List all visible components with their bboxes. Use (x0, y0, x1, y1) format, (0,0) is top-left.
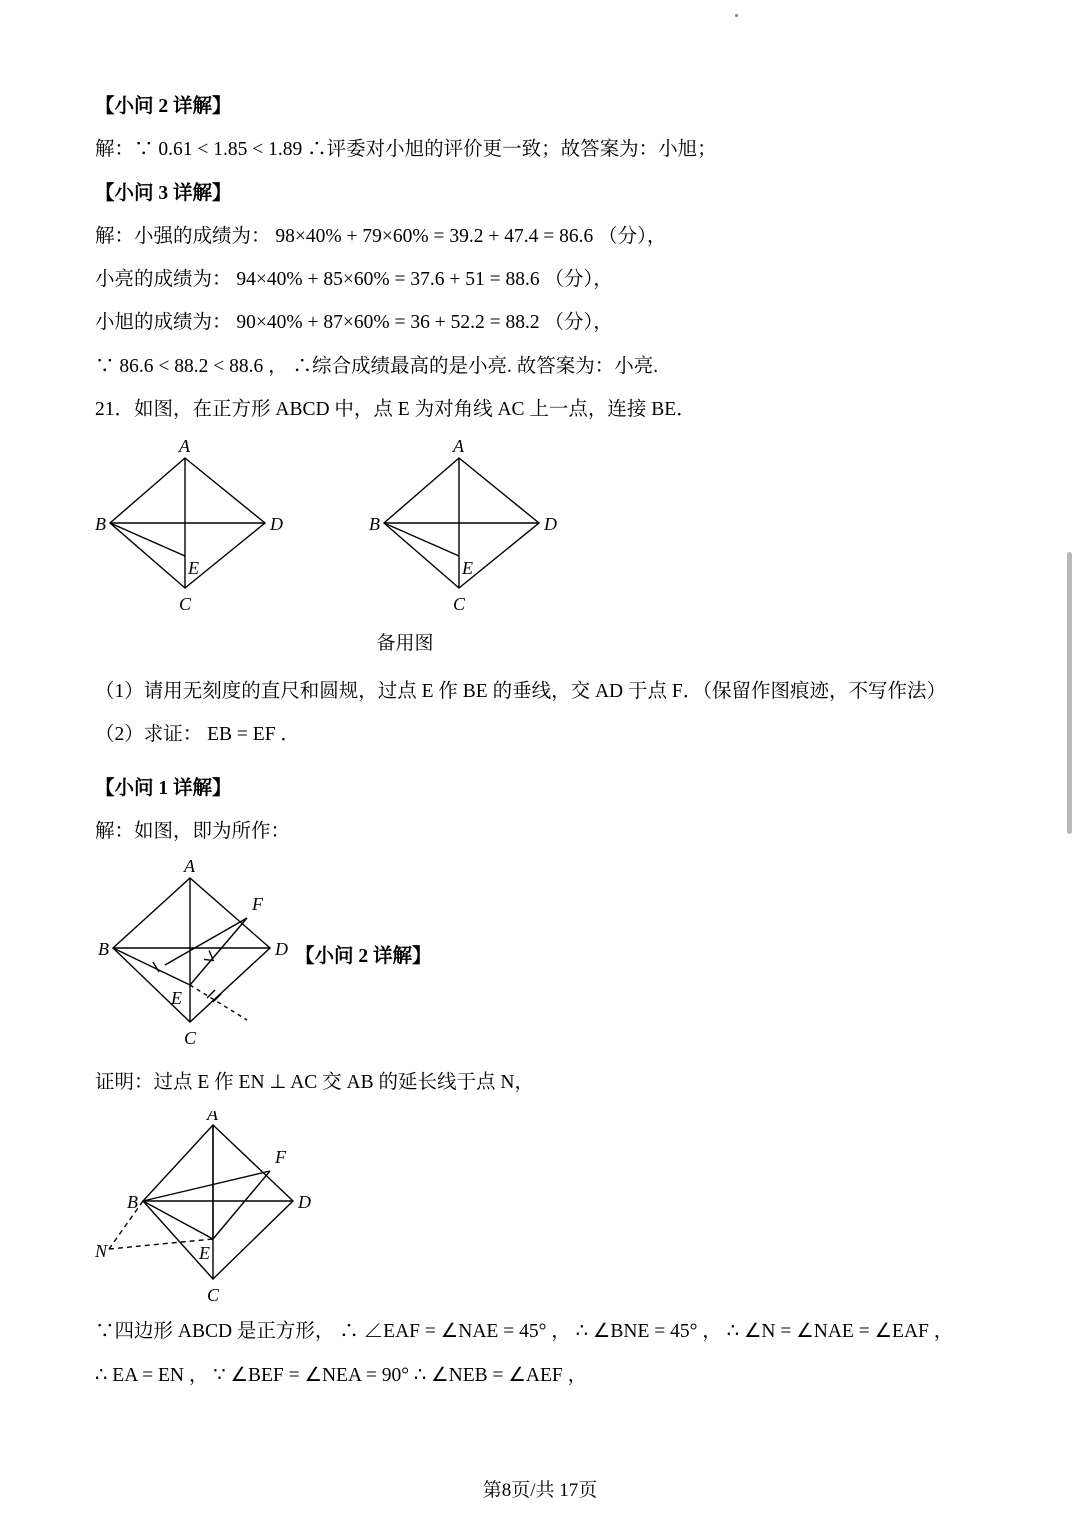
figure-squares-pair (95, 438, 985, 628)
svg-text:D: D (275, 939, 288, 959)
solution-line-6: 解：如图，即为所作： (95, 820, 291, 842)
solution-line-7: 证明：过点 E 作 EN ⊥ AC 交 AB 的延长线于点 N， (95, 1072, 534, 1093)
svg-text:A: A (179, 438, 190, 456)
svg-text:B: B (95, 514, 106, 534)
svg-text:D: D (298, 1192, 311, 1213)
svg-text:E: E (171, 988, 182, 1008)
svg-text:C: C (207, 1285, 220, 1306)
question-21-part1: （1）请用无刻度的直尺和圆规，过点 E 作 BE 的垂线，交 AD 于点 F．（保留作图痕迹，不写作法） (95, 681, 946, 702)
figure-caption-spare: 备用图 (376, 633, 434, 654)
page-content (95, 92, 985, 1404)
section-heading-sub2a: 【小问 2 详解】 (95, 96, 232, 117)
svg-text:N: N (95, 1241, 108, 1262)
svg-text:A: A (207, 1111, 218, 1125)
proof-line-1: ∵四边形 ABCD 是正方形， ∴ ∠EAF = ∠NAE = 45° ， ∴ ∠BNE = 45° ， ∴ ∠N = ∠NAE = ∠EAF ， (95, 1321, 954, 1343)
figure-group-2 (95, 860, 985, 1060)
page-footer: 第8页/共 17页 (482, 1480, 598, 1501)
section-heading-sub1: 【小问 1 详解】 (95, 777, 232, 799)
question-21-stem: 21．如图，在正方形 ABCD 中，点 E 为对角线 AC 上一点，连接 BE． (95, 398, 696, 420)
svg-text:B: B (369, 514, 380, 534)
figure-with-N (95, 1111, 985, 1311)
svg-text:F: F (275, 1147, 286, 1168)
solution-line-5: ∵ 86.6 < 88.2 < 88.6 ， ∴综合成绩最高的是小亮. 故答案为：小亮. (95, 355, 659, 377)
svg-text:D: D (270, 514, 283, 534)
svg-text:F: F (252, 894, 263, 914)
page-dot-mark (735, 14, 738, 17)
figure-construction (95, 860, 985, 1060)
svg-text:B: B (98, 939, 109, 959)
solution-line-1: 解：∵ 0.61 < 1.85 < 1.89 ∴评委对小旭的评价更一致；故答案为：小旭； (95, 139, 717, 161)
proof-line-2: ∴ EA = EN ， ∵ ∠BEF = ∠NEA = 90° ∴ ∠NEB = ∠AEF ， (95, 1364, 588, 1386)
figure-group-1 (95, 438, 985, 628)
vertical-scrollbar[interactable] (1067, 552, 1072, 834)
solution-line-2: 解：小强的成绩为： 98×40% + 79×60% = 39.2 + 47.4 = 86.6 （分）， (95, 225, 667, 247)
solution-line-3: 小亮的成绩为： 94×40% + 85×60% = 37.6 + 51 = 88.6 （分）， (95, 269, 613, 290)
solution-line-4: 小旭的成绩为： 90×40% + 87×60% = 36 + 52.2 = 88.2 （分）， (95, 312, 613, 334)
svg-text:A: A (184, 860, 195, 876)
svg-text:C: C (184, 1028, 197, 1048)
svg-text:C: C (453, 594, 466, 614)
svg-text:D: D (544, 514, 557, 534)
svg-text:B: B (127, 1192, 138, 1213)
inline-section-heading-sub2b: 【小问 2 详解】 (295, 946, 432, 967)
svg-text:E: E (462, 558, 473, 578)
svg-text:E: E (199, 1243, 210, 1264)
question-21-part2: （2）求证： EB = EF ． (95, 724, 300, 746)
figure-group-3 (95, 1111, 985, 1311)
section-heading-sub3: 【小问 3 详解】 (95, 182, 232, 204)
svg-text:A: A (453, 438, 464, 456)
svg-text:C: C (179, 594, 192, 614)
svg-text:E: E (188, 558, 199, 578)
